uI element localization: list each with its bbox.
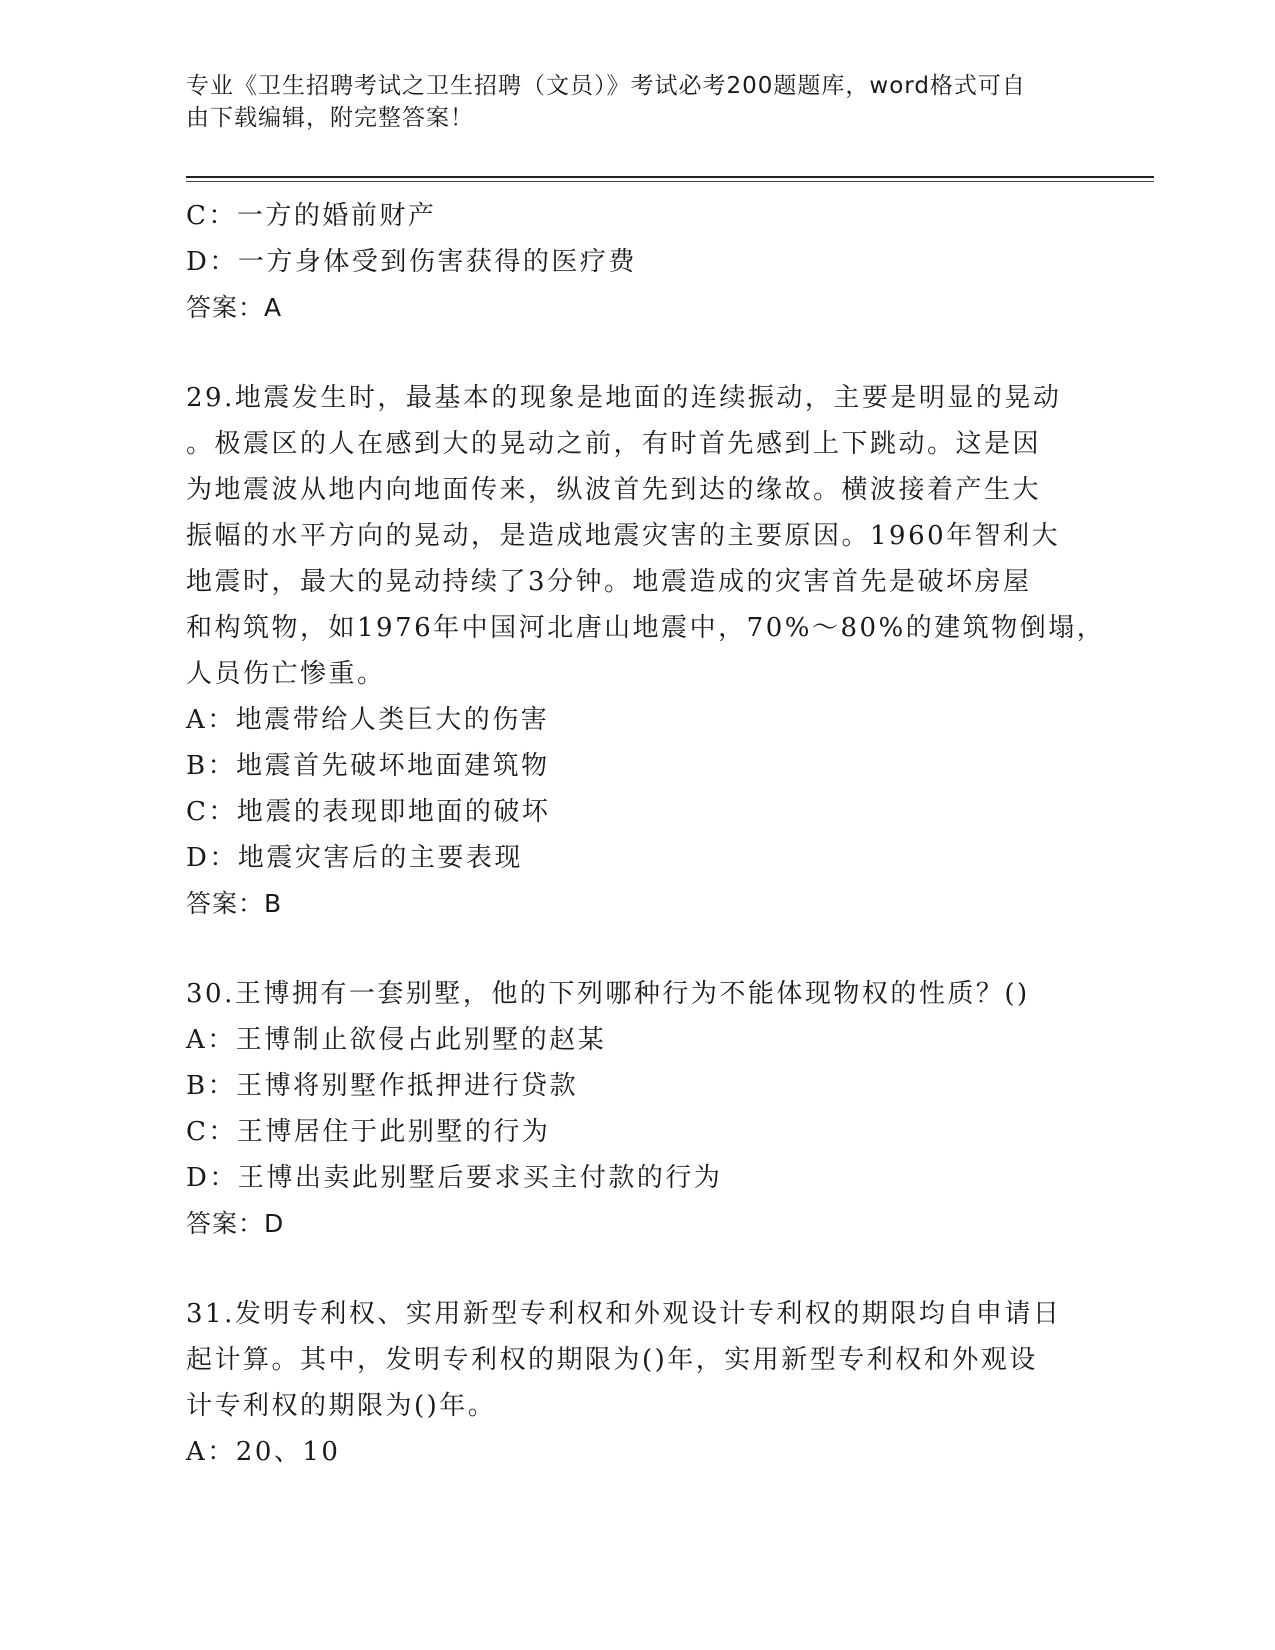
question-31-line: 31.发明专利权、实用新型专利权和外观设计专利权的期限均自申请日	[186, 1299, 1062, 1329]
question-content	[186, 193, 1106, 1475]
option-d: D：王博出卖此别墅后要求买主付款的行为	[186, 1163, 723, 1193]
question-29-block	[186, 375, 1106, 927]
option-a: A：地震带给人类巨大的伤害	[186, 705, 550, 735]
option-d: D：一方身体受到伤害获得的医疗费	[186, 247, 637, 277]
question-29-line: 人员伤亡惨重。	[186, 659, 386, 689]
spacer	[186, 1247, 1066, 1291]
header-divider-thin	[186, 181, 1154, 182]
option-c: C：一方的婚前财产	[186, 201, 437, 231]
option-c: C：地震的表现即地面的破坏	[186, 797, 551, 827]
prev-question-block	[186, 193, 1066, 331]
question-29-line: 地震时，最大的晃动持续了3分钟。地震造成的灾害首先是破坏房屋	[186, 567, 1032, 597]
option-c: C：王博居住于此别墅的行为	[186, 1117, 551, 1147]
option-b: B：地震首先破坏地面建筑物	[186, 751, 550, 781]
question-30-text: 30.王博拥有一套别墅，他的下列哪种行为不能体现物权的性质？()	[186, 979, 1030, 1009]
question-29-line: 29.地震发生时，最基本的现象是地面的连续振动，主要是明显的晃动	[186, 383, 1062, 413]
question-31-line: 计专利权的期限为()年。	[186, 1391, 497, 1421]
question-29-line: 为地震波从地内向地面传来，纵波首先到达的缘故。横波接着产生大	[186, 475, 1042, 505]
question-29-line: 振幅的水平方向的晃动，是造成地震灾害的主要原因。1960年智利大	[186, 521, 1061, 551]
spacer	[186, 927, 1066, 971]
header-title-line-2: 由下载编辑，附完整答案！	[186, 105, 474, 131]
answer-label: 答案：A	[186, 293, 283, 322]
document-header	[186, 70, 1066, 134]
question-29-line: 。极震区的人在感到大的晃动之前，有时首先感到上下跳动。这是因	[186, 429, 1042, 459]
header-title-line-1: 专业《卫生招聘考试之卫生招聘（文员）》考试必考200题题库，word格式可自	[186, 73, 1026, 99]
question-31-block	[186, 1291, 1066, 1475]
option-d: D：地震灾害后的主要表现	[186, 843, 523, 873]
question-30-block	[186, 971, 1066, 1247]
option-b: B：王博将别墅作抵押进行贷款	[186, 1071, 579, 1101]
answer-label: 答案：D	[186, 1209, 285, 1238]
spacer	[186, 331, 1066, 375]
answer-label: 答案：B	[186, 889, 283, 918]
question-29-line: 和构筑物，如1976年中国河北唐山地震中，70%～80%的建筑物倒塌，	[186, 613, 1106, 643]
option-a: A：王博制止欲侵占此别墅的赵某	[186, 1025, 607, 1055]
header-divider-thick	[186, 176, 1154, 178]
question-31-line: 起计算。其中，发明专利权的期限为()年，实用新型专利权和外观设	[186, 1345, 1038, 1375]
option-a: A：20、10	[186, 1437, 341, 1467]
